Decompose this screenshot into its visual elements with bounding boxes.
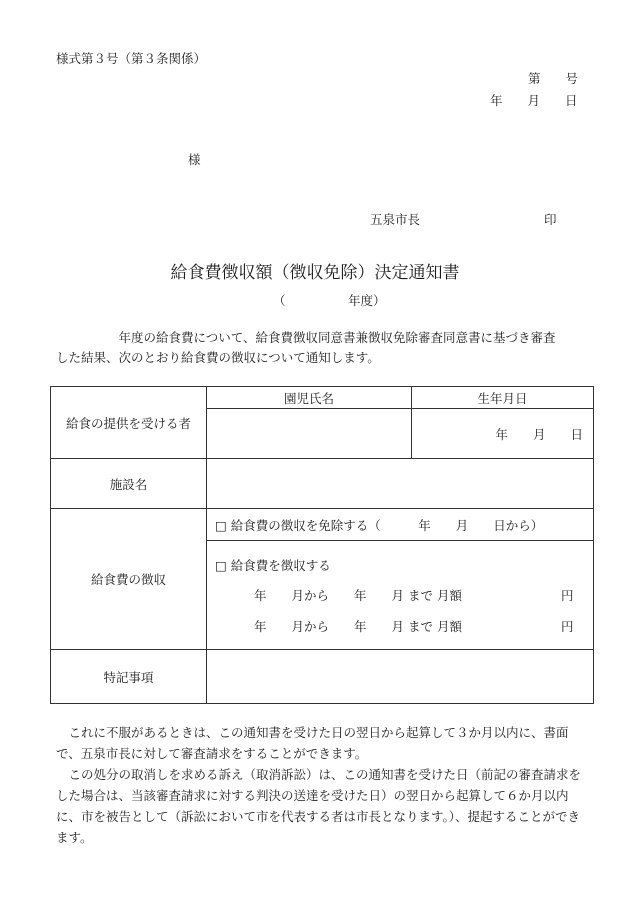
appeal-paragraph-1: これに不服があるときは、この通知書を受けた日の翌日から起算して３か月以内に、書面で、五泉市長に対して審査請求をすることができます。: [56, 725, 569, 761]
period-row-1-unit: 円: [561, 588, 574, 603]
document-title: 給食費徴収額（徴収免除）決定通知書: [170, 263, 460, 283]
facility-label: 施設名: [51, 459, 207, 509]
recipient-label: 給食の提供を受ける者: [51, 387, 207, 459]
child-name-field[interactable]: [207, 409, 412, 459]
period-row-2: 年 月から 年 月 まで 月額: [254, 619, 462, 634]
exempt-option[interactable]: □ 給食費の徴収を免除する（ 年 月 日から）: [215, 517, 544, 533]
period-row-2-unit: 円: [561, 619, 574, 634]
document-number: 第 号: [528, 71, 579, 86]
birthdate-value: 年 月 日: [495, 426, 583, 442]
appeal-paragraph-2: この処分の取消しを求める訴え（取消訴訟）は、この通知書を受けた日（前記の審査請求をした場合は、当該審査請求に対する判決の送達を受けた日）の翌日から起算して６か月以内に、市を被告として（訴訟において市を代表する者は市長となります。）、提起することができます。: [56, 767, 582, 845]
seal-mark: 印: [544, 212, 557, 227]
collect-option-cell[interactable]: [207, 541, 594, 650]
intro-line-1: 年度の給食費について、給食費徴収同意書兼徴収免除審査同意書に基づき審査: [56, 330, 556, 345]
birthdate-header: 生年月日: [412, 387, 594, 409]
collection-label: 給食費の徴収: [51, 509, 207, 650]
intro-line-2: した結果、次のとおり給食費の徴収について通知します。: [56, 350, 380, 365]
exempt-option-cell[interactable]: [207, 509, 594, 541]
fiscal-year: （ 年度）: [273, 293, 386, 308]
appeal-notice: [56, 722, 586, 848]
addressee-suffix: 様: [188, 152, 201, 167]
issuer-name: 五泉市長: [370, 212, 421, 227]
period-row-1: 年 月から 年 月 まで 月額: [254, 588, 462, 603]
decision-table: [50, 386, 594, 704]
form-number: 様式第３号（第３条関係）: [56, 51, 207, 66]
facility-field[interactable]: [207, 459, 594, 509]
collect-option[interactable]: □ 給食費を徴収する: [215, 558, 331, 573]
remarks-label: 特記事項: [51, 650, 207, 704]
document-date: 年 月 日: [490, 93, 578, 108]
child-name-header: 園児氏名: [207, 387, 412, 409]
intro-text: [56, 328, 586, 368]
birthdate-field[interactable]: [412, 409, 594, 459]
remarks-field[interactable]: [207, 650, 594, 704]
